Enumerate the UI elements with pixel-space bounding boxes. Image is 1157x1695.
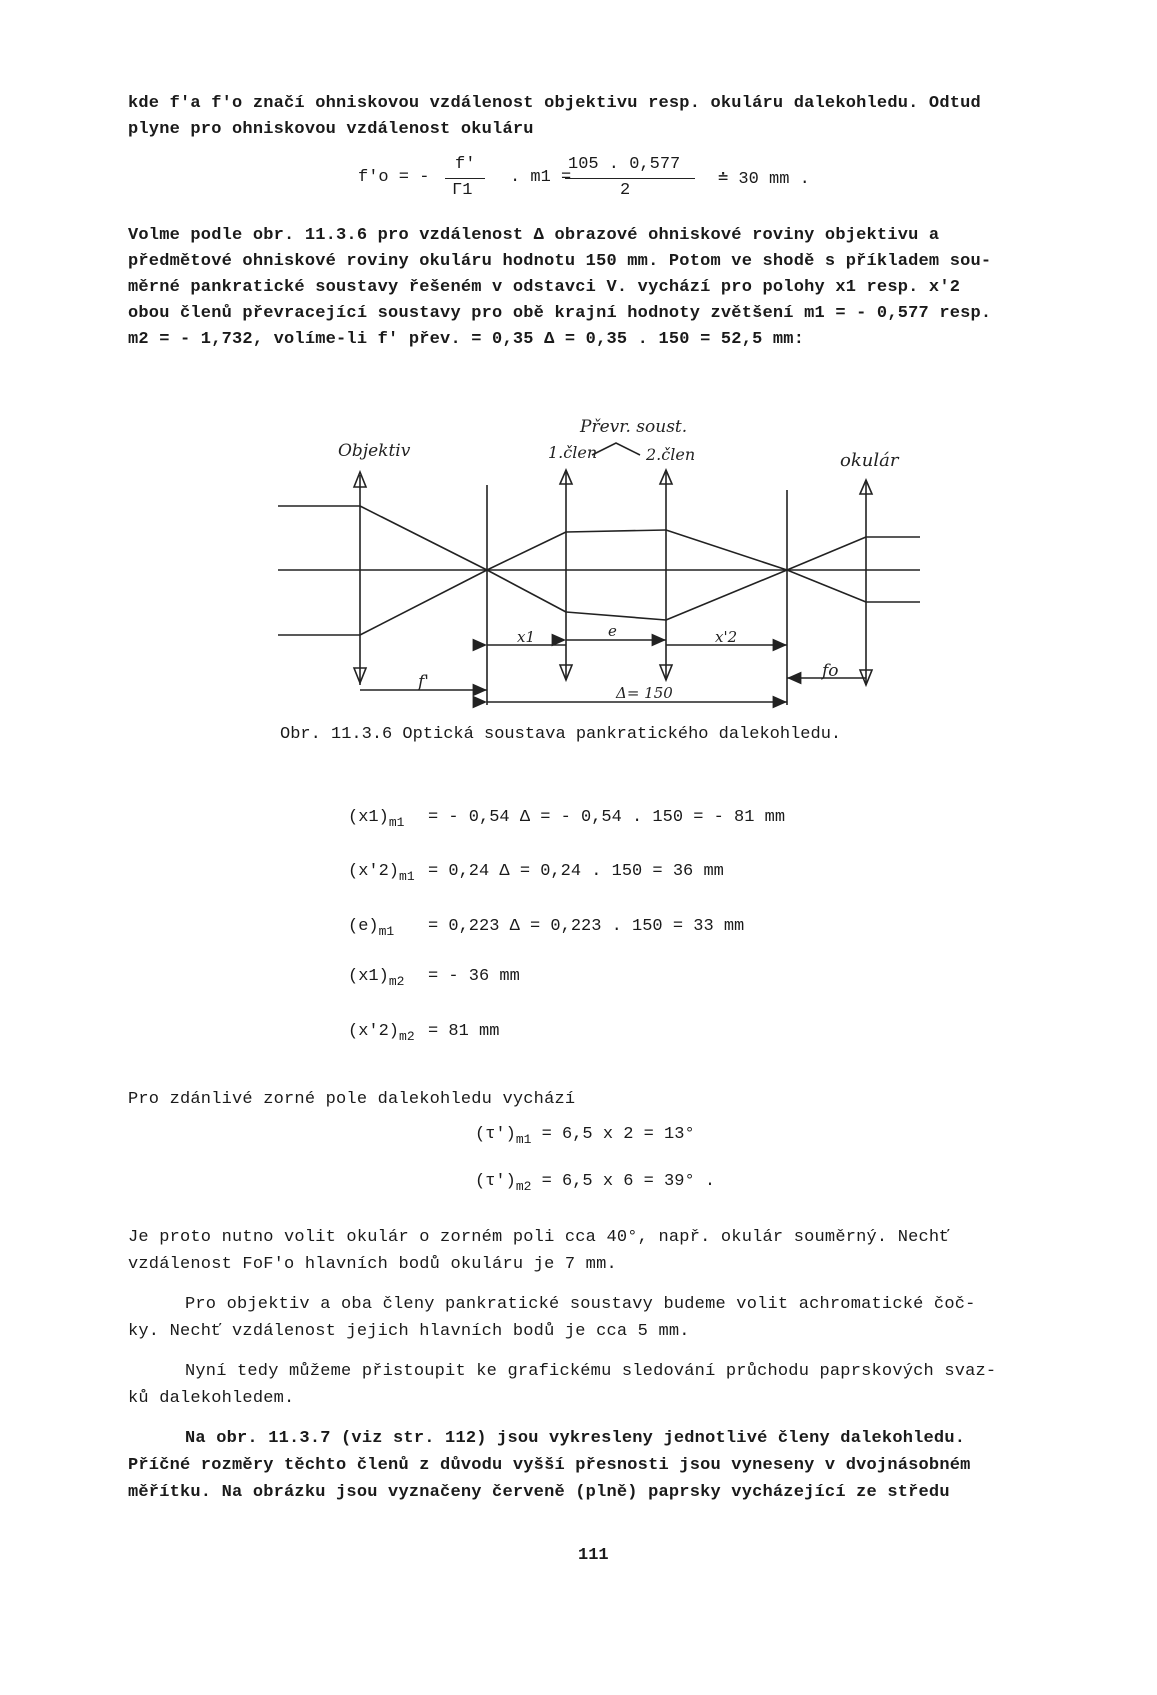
para5-line-3: měřítku. Na obrázku jsou vyznačeny červeně (plně) paprsky vycházející ze středu — [128, 1483, 950, 1502]
label-fo: fo — [822, 661, 839, 681]
eq1-rhs: = - 0,54 Δ = - 0,54 . 150 = - 81 mm — [428, 808, 786, 827]
para4-line-1: Nyní tedy můžeme přistoupit ke grafickému sledování průchodu paprskových svaz- — [185, 1362, 997, 1381]
eq2-rhs: = 0,24 Δ = 0,24 . 150 = 36 mm — [428, 862, 724, 881]
eq5-sub: m2 — [399, 1029, 415, 1044]
equation-5 — [348, 1022, 500, 1044]
label-x2: x'2 — [715, 628, 738, 646]
label-objektiv: Objektiv — [338, 441, 411, 461]
eq4-rhs: = - 36 mm — [428, 967, 520, 986]
formula1-result: ≐ 30 mm . — [718, 170, 810, 189]
eq5-lhs: (x'2) — [348, 1022, 400, 1041]
para4-line-2: ků dalekohledem. — [128, 1389, 295, 1408]
field-eq-1 — [475, 1125, 695, 1147]
intro-line-2: plyne pro ohniskovou vzdálenost okuláru — [128, 120, 534, 139]
para1-line-2: předmětové ohniskové roviny okuláru hodnotu 150 mm. Potom ve shodě s příkladem sou- — [128, 252, 992, 271]
label-x1: x1 — [517, 628, 536, 646]
formula1-frac-den: Γ1 — [452, 181, 473, 200]
eq1-lhs: (x1) — [348, 808, 389, 827]
field-eq-2 — [475, 1172, 715, 1194]
eq3-rhs: = 0,223 Δ = 0,223 . 150 = 33 mm — [428, 917, 745, 936]
para1-line-3: měrné pankratické soustavy řešeném v odstavci V. vychází pro polohy x1 resp. x'2 — [128, 278, 961, 297]
field-eq1-sub: m1 — [515, 1132, 532, 1147]
formula1-frac2-den: 2 — [620, 181, 631, 200]
figure-caption: Obr. 11.3.6 Optická soustava pankratického dalekohledu. — [280, 725, 842, 744]
para5-line-1: Na obr. 11.3.7 (viz str. 112) jsou vykresleny jednotlivé členy dalekohledu. — [185, 1429, 966, 1448]
intro-line-1: kde f'a f'o značí ohniskovou vzdálenost objektivu resp. okuláru dalekohledu. Odtud — [128, 94, 981, 113]
label-delta: Δ= 150 — [616, 684, 673, 702]
para2-line-1: Je proto nutno volit okulár o zorném poli cca 40°, např. okulár souměrný. Nechť — [128, 1228, 950, 1247]
field-eq2-lhs: (τ') — [475, 1172, 516, 1191]
label-okular: okulár — [840, 450, 899, 471]
eq1-sub: m1 — [388, 815, 405, 830]
eq3-sub: m1 — [378, 924, 395, 939]
eq2-lhs: (x'2) — [348, 862, 400, 881]
equation-1 — [348, 808, 786, 830]
field-eq1-lhs: (τ') — [475, 1125, 516, 1144]
para1-line-5: m2 = - 1,732, volíme-li f' přev. = 0,35 Δ = 0,35 . 150 = 52,5 mm: — [128, 330, 805, 349]
label-clen-1: 1.člen — [548, 443, 598, 462]
label-prevr-soust: Převr. soust. — [580, 417, 688, 437]
label-e: e — [608, 622, 617, 640]
equation-4 — [348, 967, 520, 989]
para3-line-2: ky. Nechť vzdálenost jejich hlavních bodů je cca 5 mm. — [128, 1322, 690, 1341]
eq4-lhs: (x1) — [348, 967, 389, 986]
para5-line-2: Příčné rozměry těchto členů z důvodu vyšší přesnosti jsou vyneseny v dvojnásobném — [128, 1456, 971, 1475]
field-intro: Pro zdánlivé zorné pole dalekohledu vychází — [128, 1090, 576, 1109]
eq5-rhs: = 81 mm — [428, 1022, 500, 1041]
formula1-frac2-num: 105 . 0,577 — [568, 155, 681, 174]
para3-line-1: Pro objektiv a oba členy pankratické soustavy budeme volit achromatické čoč- — [185, 1295, 976, 1314]
para2-line-2: vzdálenost FoF'o hlavních bodů okuláru je 7 mm. — [128, 1255, 617, 1274]
eq4-sub: m2 — [388, 974, 405, 989]
page-number: 111 — [578, 1546, 609, 1565]
para1-line-1: Volme podle obr. 11.3.6 pro vzdálenost Δ obrazové ohniskové roviny objektivu a — [128, 226, 940, 245]
equation-2 — [348, 862, 724, 884]
field-eq2-rhs: = 6,5 x 6 = 39° . — [541, 1172, 716, 1191]
formula1-frac-num: f' — [455, 155, 476, 174]
para1-line-4: obou členů převracející soustavy pro obě krajní hodnoty zvětšení m1 = - 0,577 resp. — [128, 304, 992, 323]
equation-3 — [348, 917, 745, 939]
field-eq2-sub: m2 — [515, 1179, 532, 1194]
label-clen-2: 2.člen — [646, 445, 696, 464]
eq2-sub: m1 — [399, 869, 415, 884]
formula1-mid: . m1 = — [510, 168, 572, 187]
formula1-lhs: f'o = - — [358, 168, 430, 187]
field-eq1-rhs: = 6,5 x 2 = 13° — [541, 1125, 695, 1144]
eq3-lhs: (e) — [348, 917, 379, 936]
label-f-prime: f' — [418, 672, 429, 692]
